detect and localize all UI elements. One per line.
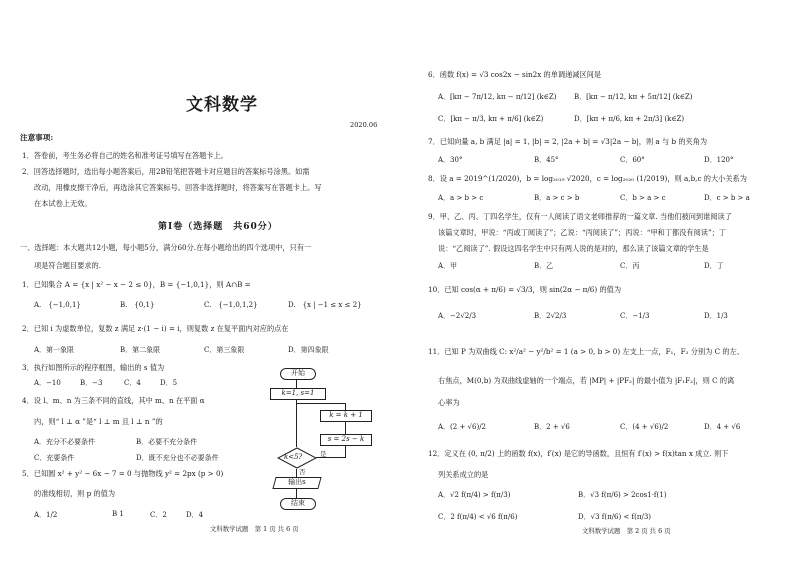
question-8-option-a: A．a > b > c <box>438 194 484 202</box>
question-11-option-a: A．(2 + √6)/2 <box>438 423 487 431</box>
question-10-stem: 10．已知 cos(α + π/6) = √3/3，则 sin(2α − π/6) 的值为 <box>428 285 622 294</box>
question-4-option-c: C．充要条件 <box>34 454 75 462</box>
flowchart-connector <box>345 445 346 457</box>
question-6-option-c: C．[kπ − π/3, kπ + π/6] (k∈Z) <box>438 115 544 123</box>
flowchart-end: 结束 <box>280 498 316 510</box>
question-6-option-b: B．[kπ − π/12, kπ + 5π/12] (k∈Z) <box>574 93 693 101</box>
question-2-option-b: B．第二象限 <box>120 346 161 354</box>
flowchart-start: 开始 <box>280 368 316 380</box>
question-9-option-a: A．甲 <box>438 262 458 270</box>
question-10-option-d: D．1/3 <box>704 312 728 320</box>
question-5-stem-line-1: 5．已知圆 x² + y² − 6x − 7 = 0 与抛物线 y² = 2px (p > 0) <box>22 469 224 478</box>
notice-item-1: 1．答卷前，考生务必将自己的姓名和准考证号填写在答题卡上。 <box>22 151 228 160</box>
question-4-option-b: B．必要不充分条件 <box>136 438 198 446</box>
question-6-option-a: A．[kπ − 7π/12, kπ − π/12] (k∈Z) <box>438 93 557 101</box>
section-intro-line-2: 项是符合题目要求的. <box>34 261 101 270</box>
flowchart-output <box>272 477 321 489</box>
question-7-option-b: B．45° <box>534 156 559 164</box>
question-10-option-c: C．−1/3 <box>620 312 650 320</box>
question-5-stem-line-2: 的准线相切，则 p 的值为 <box>34 489 116 498</box>
flowchart-connector <box>296 469 297 477</box>
question-1-stem: 1．已知集合 A = {x | x² − x − 2 ≤ 0}，B = {−1,0,1}，则 A∩B = <box>22 280 251 289</box>
question-3-option-a: A．−10 <box>34 379 61 387</box>
question-9-line-3: 说：“乙阅读了”. 假设这四名学生中只有两人说的是对的，那么读了该篇文章的学生是 <box>438 244 709 253</box>
flowchart-connector <box>297 403 345 404</box>
question-6-stem: 6．函数 f(x) = √3 cos2x − sin2x 的单调递减区间是 <box>428 70 602 79</box>
question-4-stem-line-2: 内，则“ l ⊥ α ”是“ l ⊥ m 且 l ⊥ n ”的 <box>34 417 163 426</box>
question-12-line-2: 列关系成立的是 <box>438 470 489 479</box>
notice-item-2-cont: 改动，用橡皮擦干净后，再选涂其它答案标号。回答非选择题时，将答案写在答题卡上。写 <box>34 183 322 192</box>
question-12-option-d: D．√3 f(π/6) < f(π/3) <box>578 513 651 521</box>
question-11-line-3: 心率为 <box>438 398 460 407</box>
question-5-option-c: C．2 <box>150 511 167 519</box>
question-3-stem: 3．执行如图所示的程序框图，输出的 s 值为 <box>22 363 165 372</box>
question-12-option-b: B．√3 f(π/6) > 2cos1·f(1) <box>578 491 667 499</box>
question-1-option-b: B. {0,1} <box>120 301 155 309</box>
right-column <box>402 0 794 561</box>
question-5-option-d: D．4 <box>186 511 204 519</box>
section-intro-line-1: 一、选择题：本大题共12小题，每小题5分，满分60分.在每小题给出的四个选项中，只有一 <box>20 243 312 252</box>
question-9-option-c: C．丙 <box>620 262 640 270</box>
question-8-stem: 8．设 a = 2019^(1/2020)，b = log₂₀₁₉ √2020，c = log₂₀₂₀ (1/2019)，则 a,b,c 的大小关系为 <box>428 174 747 183</box>
flowchart-connector <box>296 399 297 447</box>
question-11-option-c: C．(4 + √6)/2 <box>620 423 669 431</box>
flowchart-yes-label: 是 <box>320 450 327 458</box>
question-7-option-c: C．60° <box>620 156 645 164</box>
question-5-option-b: B 1 <box>112 510 124 518</box>
notice-heading: 注意事项: <box>20 133 54 142</box>
page-footer-right: 文科数学试题 第 2 页 共 6 页 <box>582 527 671 535</box>
question-8-option-b: B．a > c > b <box>534 194 580 202</box>
question-8-option-c: C．b > a > c <box>620 194 666 202</box>
flowchart-connector <box>296 379 297 388</box>
question-1-option-d: D. {x | −1 ≤ x ≤ 2} <box>288 301 362 309</box>
question-4-option-a: A．充分不必要条件 <box>34 438 96 446</box>
question-5-option-a: A．1/2 <box>34 511 58 519</box>
question-7-option-d: D．120° <box>704 156 734 164</box>
question-9-option-d: D．丁 <box>704 262 724 270</box>
question-6-option-d: D．[kπ + π/6, kπ + 2π/3] (k∈Z) <box>574 115 685 123</box>
question-7-option-a: A．30° <box>438 156 463 164</box>
flowchart-connector <box>296 488 297 498</box>
question-9-option-b: B．乙 <box>534 262 554 270</box>
question-4-option-d: D．既不充分也不必要条件 <box>136 454 219 462</box>
flowchart-output-label: 输出s <box>288 478 306 486</box>
flowchart-no-label: 否 <box>299 468 306 476</box>
question-2-stem: 2．已知 i 为虚数单位，复数 z 满足 z·(1 − i) = i，则复数 z 在复平面内对应的点在 <box>22 324 289 333</box>
flowchart-condition: k<5? <box>284 453 303 461</box>
question-3-option-b: B．−3 <box>80 379 103 387</box>
question-11-line-2: 右焦点，M(0,b) 为双曲线虚轴的一个端点，若 |MP| + |PF₂| 的最小值为 |F₁F₂|，则 C 的离 <box>438 376 735 385</box>
question-7-stem: 7．已知向量 a, b 满足 |a| = 1, |b| = 2, |2a + b| = √3|2a − b|，则 a 与 b 的夹角为 <box>428 137 708 146</box>
question-8-option-d: D．c > b > a <box>704 194 750 202</box>
question-12-line-1: 12．定义在 (0, π/2) 上的函数 f(x)，f′(x) 是它的导函数，且恒有 f′(x) > f(x)tan x 成立. 则下 <box>428 449 729 458</box>
question-2-option-d: D．第四象限 <box>288 346 329 354</box>
exam-date: 2020.06 <box>350 121 378 129</box>
flowchart-step-s: s = 2s − k <box>320 434 372 446</box>
notice-item-2-end: 在本试卷上无效。 <box>34 199 92 208</box>
question-2-option-c: C．第三象限 <box>204 346 245 354</box>
question-12-option-a: A．√2 f(π/4) > f(π/3) <box>438 491 511 499</box>
page-footer-left: 文科数学试题 第 1 页 共 6 页 <box>210 525 299 533</box>
question-11-option-d: D．4 + √6 <box>704 423 741 431</box>
question-12-option-c: C．2 f(π/4) < √6 f(π/6) <box>438 513 518 521</box>
flowchart-connector <box>345 403 346 410</box>
flowchart-connector <box>345 421 346 434</box>
question-1-option-a: A. {−1,0,1} <box>34 301 81 309</box>
page-title: 文科数学 <box>186 95 258 115</box>
question-9-line-1: 9．甲、乙、丙、丁四名学生，仅有一人阅读了语文老师推荐的一篇文章. 当他们被问到谁阅读了 <box>428 212 732 221</box>
section-title: 第Ⅰ卷（选择题 共60分） <box>158 222 278 232</box>
question-10-option-b: B．2√2/3 <box>534 312 567 320</box>
question-10-option-a: A．−2√2/3 <box>438 312 477 320</box>
question-1-option-c: C. {−1,0,1,2} <box>204 301 258 309</box>
question-2-option-a: A．第一象限 <box>34 346 75 354</box>
question-3-option-d: D．5 <box>160 379 178 387</box>
question-9-line-2: 该篇文章时，甲说：“丙或丁阅读了”；乙说：“丙阅读了”；丙说：“甲和丁都没有阅读”；丁 <box>438 228 726 237</box>
flowchart-step-k: k = k + 1 <box>320 410 372 422</box>
question-11-line-1: 11．已知 P 为双曲线 C: x²/a² − y²/b² = 1 (a > 0, b > 0) 左支上一点，F₁，F₂ 分别为 C 的左、 <box>428 347 744 356</box>
notice-item-2: 2．回答选择题时，选出每小题答案后，用2B铅笔把答题卡对应题目的答案标号涂黑。如需 <box>22 167 310 176</box>
question-3-option-c: C．4 <box>124 379 141 387</box>
question-11-option-b: B．2 + √6 <box>534 423 570 431</box>
flowchart-init: k=1, s=1 <box>270 388 326 400</box>
question-4-stem-line-1: 4．设 l、m、n 为三条不同的直线，其中 m、n 在平面 α <box>22 396 205 405</box>
